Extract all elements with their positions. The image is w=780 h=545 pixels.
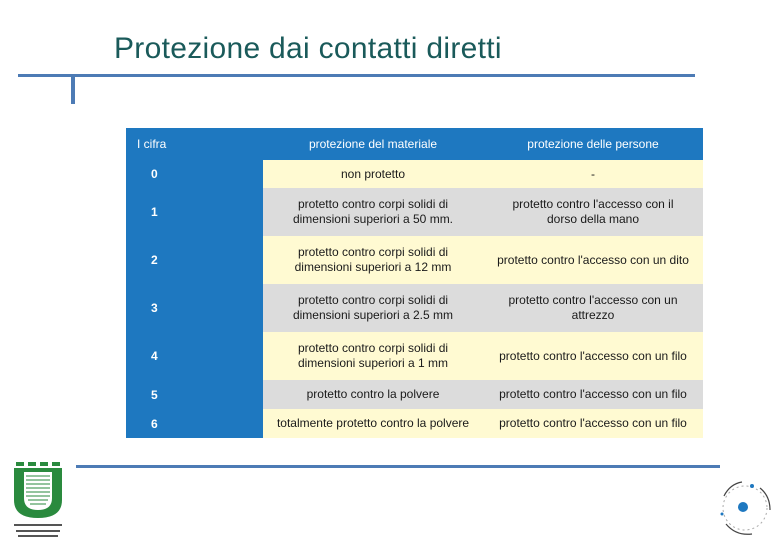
header-persone <box>483 128 703 160</box>
slide-title: Protezione dai contatti diretti <box>114 32 502 65</box>
row-3-persone: protetto contro l'accesso con un attrezzo <box>483 284 703 332</box>
row-2-materiale: protetto contro corpi solidi di dimensioni superiori a 12 mm <box>263 236 483 284</box>
row-2-persone: protetto contro l'accesso con un dito <box>483 236 703 284</box>
row-1-cifra: 1 <box>151 205 158 219</box>
institute-logo <box>712 474 778 540</box>
row-0-materiale: non protetto <box>263 160 483 188</box>
row-3-cifra: 3 <box>151 301 158 315</box>
row-5-materiale: protetto contro la polvere <box>263 380 483 409</box>
row-6-cifra: 6 <box>151 416 158 431</box>
header-materiale <box>263 128 483 160</box>
footer-rule <box>76 465 720 468</box>
row-1-materiale: protetto contro corpi solidi di dimensioni superiori a 50 mm. <box>263 188 483 236</box>
ip-protection-table <box>126 128 703 438</box>
header-cifra-label: I cifra <box>137 137 167 151</box>
header-cifra <box>126 128 263 160</box>
row-4-persone: protetto contro l'accesso con un filo <box>483 332 703 380</box>
row-5-persone: protetto contro l'accesso con un filo <box>483 380 703 409</box>
header-materiale-label: protezione del materiale <box>308 137 438 151</box>
row-4-cifra: 4 <box>151 349 158 363</box>
row-2-cifra: 2 <box>151 253 158 267</box>
row-0-persone: - <box>483 160 703 188</box>
university-logo <box>10 462 66 540</box>
title-underline <box>18 74 695 77</box>
title-vertical-accent <box>71 74 75 104</box>
row-3-materiale: protetto contro corpi solidi di dimensioni superiori a 2.5 mm <box>263 284 483 332</box>
row-0-cifra: 0 <box>151 167 158 181</box>
row-1-persone: protetto contro l'accesso con il dorso della mano <box>483 188 703 236</box>
row-6-persone: protetto contro l'accesso con un filo <box>483 409 703 438</box>
header-persone-label: protezione delle persone <box>527 137 659 151</box>
row-4-materiale: protetto contro corpi solidi di dimensioni superiori a 1 mm <box>263 332 483 380</box>
row-5-cifra: 5 <box>151 387 158 402</box>
row-6-materiale: totalmente protetto contro la polvere <box>263 409 483 438</box>
